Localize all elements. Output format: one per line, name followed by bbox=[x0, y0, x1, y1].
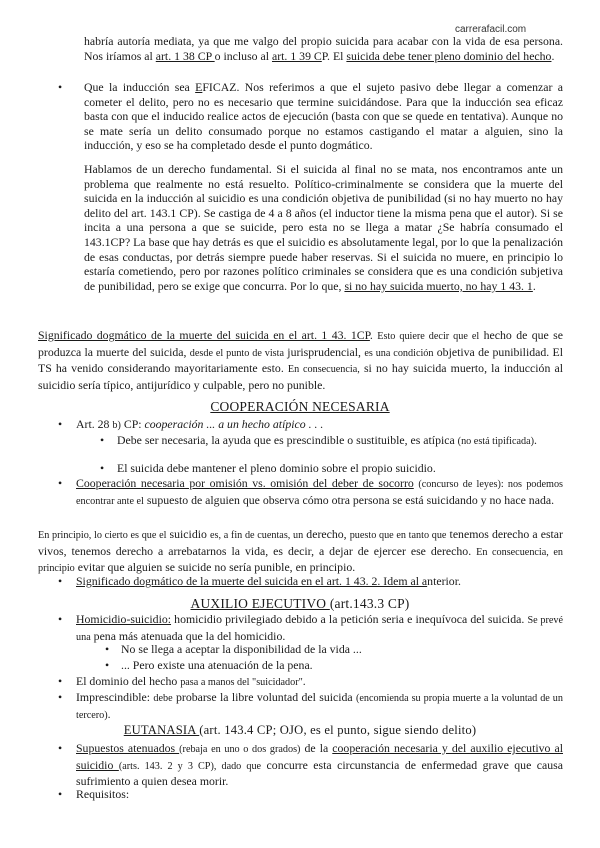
bullet-pleno-dominio: El suicida debe mantener el pleno dominio sobre el propio suicidio. bbox=[117, 461, 436, 475]
bullet: • bbox=[100, 461, 105, 475]
link-art-139: art. 1 39 C bbox=[271, 48, 322, 63]
paragraph-autoria-mediata: habría autoría mediata, ya que me valgo del propio suicida para acabar con la vida de esa persona. Nos iríamos al art. 1 38 CP o incluso al art. 1 39 CP. El suicida debe tener pleno dominio del hecho. bbox=[84, 34, 563, 63]
bullet: • bbox=[58, 690, 63, 704]
link-art-138: art. 1 38 CP bbox=[155, 48, 215, 63]
bullet: • bbox=[105, 642, 110, 656]
watermark: carrerafacil.com bbox=[455, 24, 527, 35]
bullet-art-28: Art. 28 b) CP: cooperación ... a un hecho atípico . . . bbox=[76, 417, 324, 431]
bullet-no-se-llega: No se llega a aceptar la disponibilidad de la vida ... bbox=[121, 642, 362, 656]
paragraph-significado-dogmatico: Significado dogmático de la muerte del suicida en el art. 1 43. 1CP. Esto quiere decir que el hecho de que se produzca la muerte del suicida, desde el punto de vista jurisprudencial, es una condición objetiva de punibilidad. El TS ha venido considerando mayoritariamente esto. En consecuencia, si no hay suicida muerto, la inducción al suicidio sería típico, antijurídico y culpable, pero no punible. bbox=[38, 328, 563, 392]
bullet: • bbox=[58, 787, 63, 801]
heading-eutanasia: EUTANASIA (art. 143.4 CP; OJO, es el punto, sigue siendo delito) bbox=[123, 723, 477, 737]
bullet: • bbox=[100, 433, 105, 447]
bullet: • bbox=[105, 658, 110, 672]
bullet: • bbox=[58, 741, 63, 755]
paragraph-en-principio: En principio, lo cierto es que el suicidio es, a fin de cuentas, un derecho, puesto que en tanto que tenemos derecho a estar vivos, tenemos derecho a arrebatarnos la vida, es decir, a dejar de ejercer ese derecho. En consecuencia, en principio evitar que alguien se suicide no sería punible, en principio. bbox=[38, 527, 564, 575]
bullet-cooperacion-omision: Cooperación necesaria por omisión vs. omisión del deber de socorro (concurso de leyes): nos podemos encontrar ante el supuesto de alguien que observa cómo otra persona se está suicidando y no hace nada. bbox=[76, 476, 563, 507]
bullet-homicidio-suicidio: Homicidio-suicidio: homicidio privilegiado debido a la petición seria e inequívoca del suicida. Se prevé una pena más atenuada que la del homicidio. bbox=[76, 612, 563, 643]
bullet-atenuacion: ... Pero existe una atenuación de la pena. bbox=[121, 658, 313, 672]
bullet-significado-143-2: Significado dogmático de la muerte del suicida en el art. 1 43. 2. Idem al anterior. bbox=[76, 574, 461, 588]
bullet: • bbox=[58, 574, 63, 588]
heading-auxilio-ejecutivo: AUXILIO EJECUTIVO (art.143.3 CP) bbox=[190, 596, 410, 611]
paragraph-derecho-fundamental: Hablamos de un derecho fundamental. Si el suicida al final no se mata, nos encontramos ante un problema que realmente no está resuelto. Político-criminalmente se considera que la muerte del suicida en la inducción al suicidio es una condición objetiva de punibilidad (si no hay muerto no hay delito del art. 143.1 CP). Se castiga de 4 a 8 años (el inductor tiene la misma pena que el autor). Si se incita a una persona a que se suicide, pero esta no se llega a matar ¿Se habría consumado el 143.1CP? La base que hay detrás es que el suicidio es absolutamente legal, por lo que la penalización de esas conductas, por detrás siempre puede haber reservas. Si el suicida no muere, en principio lo estaría cometiendo, pero por razones político criminales se considera que es una condición subjetiva de punibilidad, pero se exige que concurra. Por lo que, si no hay suicida muerto, no hay 1 43. 1. bbox=[84, 162, 563, 293]
bullet-dominio-hecho: El dominio del hecho pasa a manos del "suicidador". bbox=[76, 674, 306, 688]
bullet-debe-ser-necesaria: Debe ser necesaria, la ayuda que es prescindible o sustituible, es atípica (no está tipificada). bbox=[117, 433, 537, 447]
bullet-imprescindible: Imprescindible: debe probarse la libre voluntad del suicida (encomienda su propia muerte a la voluntad de un tercero). bbox=[76, 690, 563, 721]
bullet-supuestos-atenuados: Supuestos atenuados (rebaja en uno o dos grados) de la cooperación necesaria y del auxilio ejecutivo al suicidio (arts. 143. 2 y 3 CP), dado que concurre esta circunstancia de enfermedad grave que causa sufrimiento a quien desea morir. bbox=[76, 741, 563, 789]
bullet-induccion-eficaz: Que la inducción sea EFICAZ. Nos referimos a que el sujeto pasivo debe llegar a comenzar a cometer el delito, pero no es necesario que termine suicidándose. Para que la inducción sea eficaz basta con que el inducido realice actos de ejecución (basta con que se quede en tentativa). Aunque no se mate sería un delito consumado porque no estamos castigando el matar a alguien, sino la inducción, y eso se ha completado desde el punto dogmático. bbox=[84, 80, 564, 153]
bullet-requisitos: Requisitos: bbox=[76, 787, 130, 801]
bullet: • bbox=[58, 476, 63, 490]
bullet: • bbox=[58, 80, 63, 94]
bullet: • bbox=[58, 612, 63, 626]
heading-cooperacion-necesaria: COOPERACIÓN NECESARIA bbox=[210, 399, 390, 414]
bullet: • bbox=[58, 417, 63, 431]
bullet: • bbox=[58, 674, 63, 688]
